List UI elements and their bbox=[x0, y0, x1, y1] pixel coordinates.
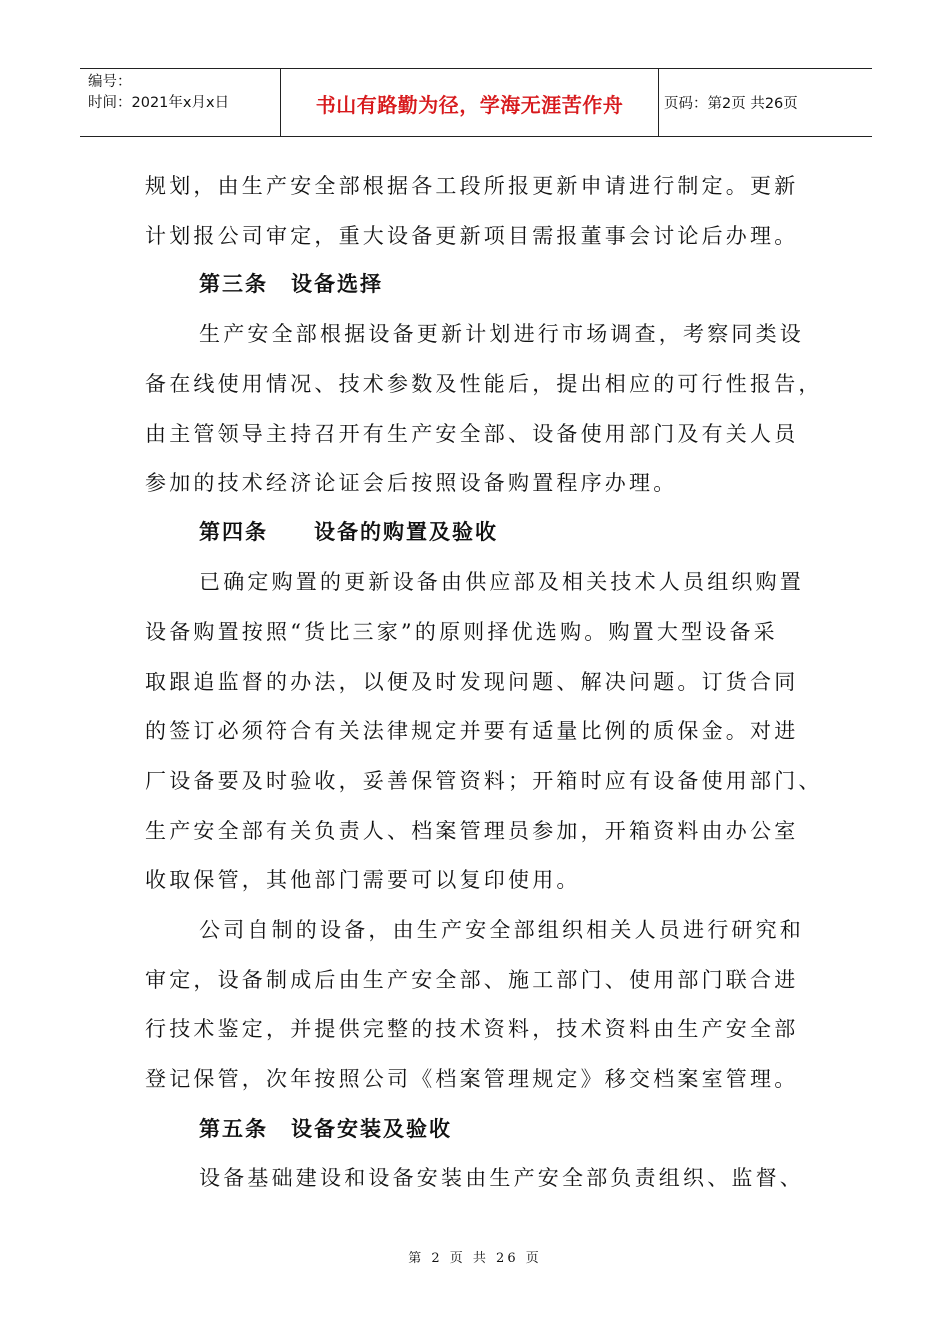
header-motto: 书山有路勤为径，学海无涯苦作舟 bbox=[281, 69, 659, 136]
paragraph-line: 生产安全部根据设备更新计划进行市场调查，考察同类设 bbox=[199, 322, 804, 346]
paragraph-line: 设备购置按照“货比三家”的原则择优选购。购置大型设备采 bbox=[145, 620, 778, 644]
page-footer: 第 2 页 共 26 页 bbox=[408, 1251, 542, 1266]
paragraph-line: 的签订必须符合有关法律规定并要有适量比例的质保金。对进 bbox=[145, 719, 799, 743]
document-number-label: 编号： bbox=[88, 74, 132, 90]
paragraph-line: 行技术鉴定，并提供完整的技术资料，技术资料由生产安全部 bbox=[145, 1017, 799, 1041]
section-heading: 第三条 设备选择 bbox=[199, 271, 383, 296]
paragraph-line: 收取保管，其他部门需要可以复印使用。 bbox=[145, 868, 581, 892]
paragraph-line: 备在线使用情况、技术参数及性能后，提出相应的可行性报告， bbox=[145, 372, 823, 396]
document-header bbox=[80, 68, 872, 137]
paragraph-line: 审定，设备制成后由生产安全部、施工部门、使用部门联合进 bbox=[145, 968, 799, 992]
paragraph-line: 取跟追监督的办法，以便及时发现问题、解决问题。订货合同 bbox=[145, 670, 799, 694]
section-heading: 第四条 设备的购置及验收 bbox=[199, 519, 498, 544]
paragraph-line: 计划报公司审定，重大设备更新项目需报董事会讨论后办理。 bbox=[145, 224, 799, 248]
paragraph-line: 由主管领导主持召开有生产安全部、设备使用部门及有关人员 bbox=[145, 422, 799, 446]
paragraph-line: 生产安全部有关负责人、档案管理员参加，开箱资料由办公室 bbox=[145, 819, 799, 843]
document-time-label: 时间：2021年x月x日 bbox=[88, 95, 230, 111]
section-heading: 第五条 设备安装及验收 bbox=[199, 1116, 452, 1141]
header-page-info: 页码：第2页 共26页 bbox=[664, 96, 798, 112]
paragraph-line: 登记保管，次年按照公司《档案管理规定》移交档案室管理。 bbox=[145, 1067, 799, 1091]
header-meta bbox=[80, 69, 281, 136]
paragraph-line: 设备基础建设和设备安装由生产安全部负责组织、监督、 bbox=[199, 1166, 804, 1190]
paragraph-line: 公司自制的设备，由生产安全部组织相关人员进行研究和 bbox=[199, 918, 804, 942]
paragraph-line: 已确定购置的更新设备由供应部及相关技术人员组织购置 bbox=[199, 570, 804, 594]
paragraph-line: 厂设备要及时验收，妥善保管资料；开箱时应有设备使用部门、 bbox=[145, 769, 823, 793]
paragraph-line: 规划，由生产安全部根据各工段所报更新申请进行制定。更新 bbox=[145, 174, 799, 198]
paragraph-line: 参加的技术经济论证会后按照设备购置程序办理。 bbox=[145, 471, 678, 495]
